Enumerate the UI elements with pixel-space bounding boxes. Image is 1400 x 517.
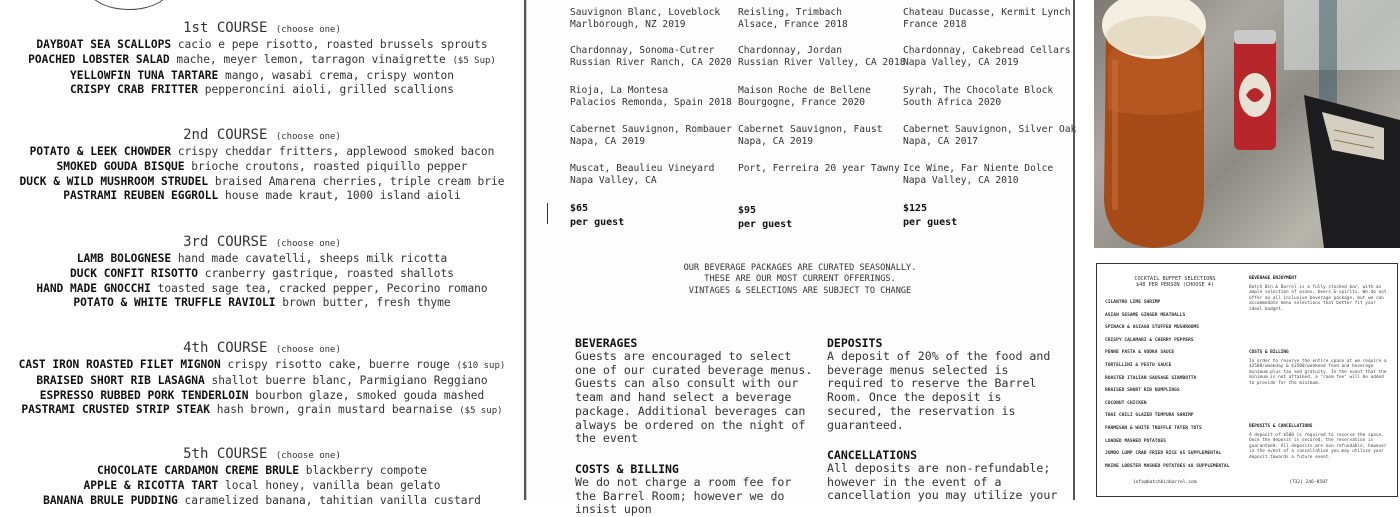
section-title: COSTS & BILLING [575, 462, 679, 476]
menu-item [0, 69, 524, 84]
photo-illustration [1094, 0, 1400, 248]
price-amount: $125 [903, 203, 928, 214]
course-number: 3rd COURSE [183, 234, 268, 250]
wine-origin: Napa, CA 2019 [738, 135, 814, 147]
dish-name: POTATO & WHITE TRUFFLE RAVIOLI [73, 296, 276, 310]
wine-name: Rioja, La Montesa [570, 85, 669, 96]
wine-entry [738, 163, 900, 175]
policy-body: Batch Bin & Barrel is a fully stocked bar, with an ample selection of wines, beers & spirits. We do not offer an all inclusive beverage package, but we can accommodate menu selections that better fit your ideal budget. [1249, 284, 1387, 312]
menu-item [0, 296, 524, 311]
dish-description: cranberry gastrique, roasted shallots [204, 266, 454, 280]
dish-description: brown butter, fresh thyme [282, 296, 451, 310]
wine-origin: Palacios Remonda, Spain 2018 [570, 96, 732, 108]
course-heading [0, 127, 524, 145]
buffet-item: MAINE LOBSTER MASHED POTATOES $8 SUPPLEMENTAL [1105, 463, 1230, 469]
beverages-section [575, 336, 815, 446]
dish-description: crispy cheddar fritters, applewood smoked bacon [177, 145, 495, 158]
section-body: We do not charge a room fee for the Barrel Room; however we do insist upon [575, 475, 792, 517]
note-line: VINTAGES & SELECTIONS ARE SUBJECT TO CHANGE [688, 285, 912, 296]
wine-entry [903, 163, 1053, 186]
dish-description: hash brown, grain mustard bearnaise [216, 403, 453, 417]
course-block [0, 20, 524, 98]
buffet-item: THAI CHILI GLAZED TEMPURA SHRIMP [1105, 413, 1194, 419]
text-cursor [547, 203, 548, 224]
section-body: All deposits are non-refundable; however in the event of a cancellation you may utilize your [827, 461, 1058, 503]
supplement-price: ($5 Sup) [452, 55, 496, 66]
wine-name: Reisling, Trimbach [738, 7, 842, 18]
contact-email: info@batchbinbarrel.com [1133, 480, 1197, 485]
policy-section [1249, 424, 1389, 461]
dish-description: house made kraut, 1000 island aioli [224, 189, 461, 203]
dish-description: caramelized banana, tahitian vanilla custard [184, 493, 481, 507]
menu-item [0, 494, 524, 509]
logo-emblem [88, 0, 170, 10]
dish-name: DUCK & WILD MUSHROOM STRUDEL [19, 174, 209, 188]
menu-item [0, 145, 524, 160]
course-heading [0, 340, 524, 358]
menu-item [0, 189, 524, 204]
cancellations-section [827, 448, 1063, 503]
choose-one-note: (choose one) [275, 132, 341, 142]
buffet-item: CILANTRO LIME SHRIMP [1105, 300, 1161, 305]
course-block [0, 446, 524, 508]
price-amount: $95 [738, 205, 757, 216]
wine-origin: Russian River Valley, CA 2018 [738, 56, 906, 68]
buffet-item: PENNE PASTA & VODKA SAUCE [1105, 350, 1175, 356]
cocktail-buffet-sheet [1096, 263, 1398, 497]
menu-item [0, 464, 524, 479]
package-price [738, 204, 792, 232]
dish-name: SMOKED GOUDA BISQUE [56, 159, 185, 173]
buffet-item: BRAISED SHORT RIB DUMPLINGS [1105, 388, 1180, 394]
dish-name: CRISPY CRAB FRITTER [70, 83, 198, 97]
wine-entry [570, 85, 732, 108]
menu-item [0, 252, 524, 267]
wine-entry [903, 85, 1053, 108]
dish-name: PASTRAMI CRUSTED STRIP STEAK [21, 403, 210, 417]
dish-name: HAND MADE GNOCCHI [36, 281, 151, 295]
dish-name: BRAISED SHORT RIB LASAGNA [36, 373, 205, 387]
course-heading [0, 20, 524, 38]
wine-entry [738, 7, 848, 30]
course-block [0, 234, 524, 311]
wine-origin: Napa, CA 2019 [570, 135, 646, 147]
menu-item [0, 175, 524, 190]
dish-description: hand made cavatelli, sheeps milk ricotta [177, 252, 448, 265]
price-unit: per guest [903, 217, 958, 228]
dish-description: local honey, vanilla bean gelato [224, 478, 441, 492]
wine-entry [570, 45, 732, 68]
wine-name: Chateau Ducasse, Kermit Lynch [903, 7, 1071, 18]
wine-entry [738, 45, 906, 68]
menu-item [0, 267, 524, 282]
section-title: DEPOSITS [827, 336, 883, 350]
course-number: 1st COURSE [183, 20, 268, 36]
buffet-item: PARMESAN & WHITE TRUFFLE TATER TOTS [1105, 426, 1202, 431]
dish-description: toasted sage tea, cracked pepper, Pecorino romano [157, 281, 488, 295]
note-line: OUR BEVERAGE PACKAGES ARE CURATED SEASONALLY. [683, 263, 917, 273]
buffet-item: SPINACH & ASIAGO STUFFED MUSHROOMS [1105, 325, 1200, 331]
wine-origin: Alsace, France 2018 [738, 18, 848, 30]
dish-description: braised Amarena cherries, triple cream brie [214, 174, 505, 188]
buffet-item: COCONUT CHICKEN [1105, 400, 1147, 406]
dish-name: DUCK CONFIT RISOTTO [70, 266, 198, 280]
policy-title: DEPOSITS & CANCELLATIONS [1249, 424, 1313, 429]
policy-title: BEVERAGE ENJOYMENT [1249, 276, 1297, 281]
beverage-note [527, 263, 1073, 297]
policy-title: COSTS & BILLING [1249, 350, 1289, 355]
wine-name: Port, Ferreira 20 year Tawny [738, 163, 900, 174]
deposits-section [827, 336, 1063, 432]
menu-item [0, 282, 524, 297]
buffet-item: LOADED MASHED POTATOES [1105, 438, 1166, 444]
dish-name: APPLE & RICOTTA TART [83, 478, 219, 492]
dish-name: LAMB BOLOGNESE [76, 252, 172, 265]
note-line: THESE ARE OUR MOST CURRENT OFFERINGS. [704, 274, 896, 285]
policy-section [1249, 276, 1389, 313]
choose-one-note: (choose one) [275, 239, 341, 249]
menu-item [0, 374, 524, 389]
menu-item [0, 403, 524, 419]
wine-origin: Marlborough, NZ 2019 [570, 18, 686, 30]
buffet-title: COCKTAIL BUFFET SELECTIONS [1134, 276, 1216, 282]
price-amount: $65 [570, 203, 589, 214]
section-title: BEVERAGES [575, 336, 638, 350]
wine-entry [903, 45, 1071, 68]
buffet-subtitle: $48 PER PERSON (CHOOSE 4) [1135, 282, 1215, 288]
section-body: A deposit of 20% of the food and beverage menus selected is required to reserve the Barrel Room. Once the deposit is secured, the reservation is guaranteed. [827, 349, 1051, 432]
wine-origin: Napa Valley, CA 2010 [903, 174, 1019, 186]
section-body: Guests are encouraged to select one of our curated beverage menus. Guests can also consult with our team and hand select a beverage package. Additional beverages can always be ordered on the night of the event [575, 349, 813, 446]
section-title: CANCELLATIONS [827, 448, 918, 462]
wine-entry [738, 124, 882, 147]
beverage-menu-page [526, 0, 1077, 517]
dish-name: YELLOWFIN TUNA TARTARE [70, 68, 219, 82]
course-number: 2nd COURSE [183, 127, 268, 143]
wine-name: Syrah, The Chocolate Block [903, 85, 1054, 96]
dish-description: pepperoncini aioli, grilled scallions [204, 83, 454, 97]
wine-origin: Napa Valley, CA [570, 174, 657, 186]
dish-name: CAST IRON ROASTED FILET MIGNON [18, 358, 221, 371]
course-number: 5th COURSE [183, 446, 268, 462]
policy-body: A deposit of $500 is required to reserve the space. Once the deposit is secured, the reservation is guaranteed. All deposits are non-refundable, however in the event of a cancellation you may utilize your deposit towards a future event. [1249, 432, 1387, 460]
dish-description: blackberry compote [305, 464, 428, 477]
price-unit: per guest [738, 219, 793, 230]
wine-entry [738, 85, 871, 108]
wine-name: Chardonnay, Cakebread Cellars [903, 45, 1071, 56]
course-block [0, 340, 524, 419]
course-heading [0, 446, 524, 464]
contact-phone: (732) 246-8587 [1289, 480, 1328, 485]
menu-item [0, 53, 524, 69]
dish-description: bourbon glaze, smoked gouda mashed [255, 388, 485, 402]
wine-origin: Napa Valley, CA 2019 [903, 56, 1019, 68]
dish-name: DAYBOAT SEA SCALLOPS [36, 38, 172, 51]
wine-origin: South Africa 2020 [903, 96, 1002, 108]
course-block [0, 127, 524, 204]
choose-one-note: (choose one) [275, 345, 341, 355]
dish-description: crispy risotto cake, buerre rouge [227, 358, 450, 371]
wine-name: Ice Wine, Far Niente Dolce [903, 163, 1054, 174]
package-price [903, 202, 957, 230]
wine-name: Maison Roche de Bellene [738, 85, 871, 96]
dish-name: CHOCOLATE CARDAMON CREME BRULE [96, 464, 300, 477]
wine-entry [570, 163, 714, 186]
wine-name: Chardonnay, Jordan [738, 45, 842, 56]
dish-description: mango, wasabi crema, crispy wonton [224, 68, 454, 82]
package-price [570, 202, 624, 230]
buffet-item: JUMBO LUMP CRAB FRIED RICE $5 SUPPLEMENTAL [1105, 451, 1222, 457]
choose-one-note: (choose one) [275, 25, 341, 35]
menu-item [0, 358, 524, 374]
course-menu-page [0, 0, 526, 507]
supplement-price: ($10 sup) [456, 361, 506, 371]
course-heading [0, 234, 524, 252]
dish-name: BANANA BRULE PUDDING [43, 493, 178, 507]
menu-item [0, 38, 524, 53]
dish-name: POACHED LOBSTER SALAD [28, 52, 170, 66]
wine-entry [570, 124, 732, 147]
buffet-item: CRISPY CALAMARI & CHERRY PEPPERS [1105, 337, 1194, 343]
course-number: 4th COURSE [183, 340, 268, 356]
wine-origin: Russian River Ranch, CA 2020 [570, 56, 732, 68]
dish-name: PASTRAMI REUBEN EGGROLL [63, 189, 219, 203]
wine-origin: Napa, CA 2017 [903, 135, 979, 147]
menu-item [0, 389, 524, 404]
policy-body: In order to reserve the entire space at we require a $2500/weekday & $3500/weekend food and beverage minimum plus tax and gratuity. In the event that the minimum is not attained, a "room fee" will be added to provide for the minimum. [1249, 358, 1387, 386]
dish-description: shallot buerre blanc, Parmigiano Reggiano [211, 373, 488, 387]
dish-description: cacio e pepe risotto, roasted brussels sprouts [177, 38, 488, 51]
menu-item [0, 160, 524, 175]
buffet-item: ROASTED ITALIAN SAUSAGE GIAMBOTTA [1105, 375, 1197, 381]
wine-name: Cabernet Sauvignon, Faust [738, 124, 883, 135]
wine-origin: France 2018 [903, 18, 967, 30]
wine-name: Sauvignon Blanc, Loveblock [570, 7, 721, 18]
beer-glass-photo [1094, 0, 1400, 248]
wine-name: Chardonnay, Sonoma-Cutrer [570, 45, 715, 56]
price-unit: per guest [570, 217, 625, 228]
choose-one-note: (choose one) [275, 451, 341, 461]
wine-name: Cabernet Sauvignon, Silver Oak [903, 124, 1077, 135]
wine-name: Muscat, Beaulieu Vineyard [570, 163, 715, 174]
dish-name: POTATO & LEEK CHOWDER [29, 145, 172, 158]
policy-section [1249, 350, 1389, 387]
costs-billing-section [575, 462, 815, 517]
buffet-header [1105, 276, 1245, 288]
wine-entry [570, 7, 720, 30]
buffet-item: ASIAN SESAME GINGER MEATBALLS [1105, 312, 1186, 318]
menu-item [0, 479, 524, 494]
wine-entry [903, 7, 1071, 30]
wine-entry [903, 124, 1076, 147]
buffet-item: TORTELLINI & PESTO SAUCE [1105, 363, 1172, 368]
wine-origin: Bourgogne, France 2020 [738, 96, 866, 108]
supplement-price: ($5 sup) [459, 406, 503, 417]
menu-item [0, 83, 524, 98]
dish-description: mache, meyer lemon, tarragon vinaigrette [176, 52, 446, 66]
dish-name: ESPRESSO RUBBED PORK TENDERLOIN [39, 388, 249, 402]
dish-description: brioche croutons, roasted piquillo pepper [191, 159, 468, 173]
wine-name: Cabernet Sauvignon, Rombauer [570, 124, 732, 135]
